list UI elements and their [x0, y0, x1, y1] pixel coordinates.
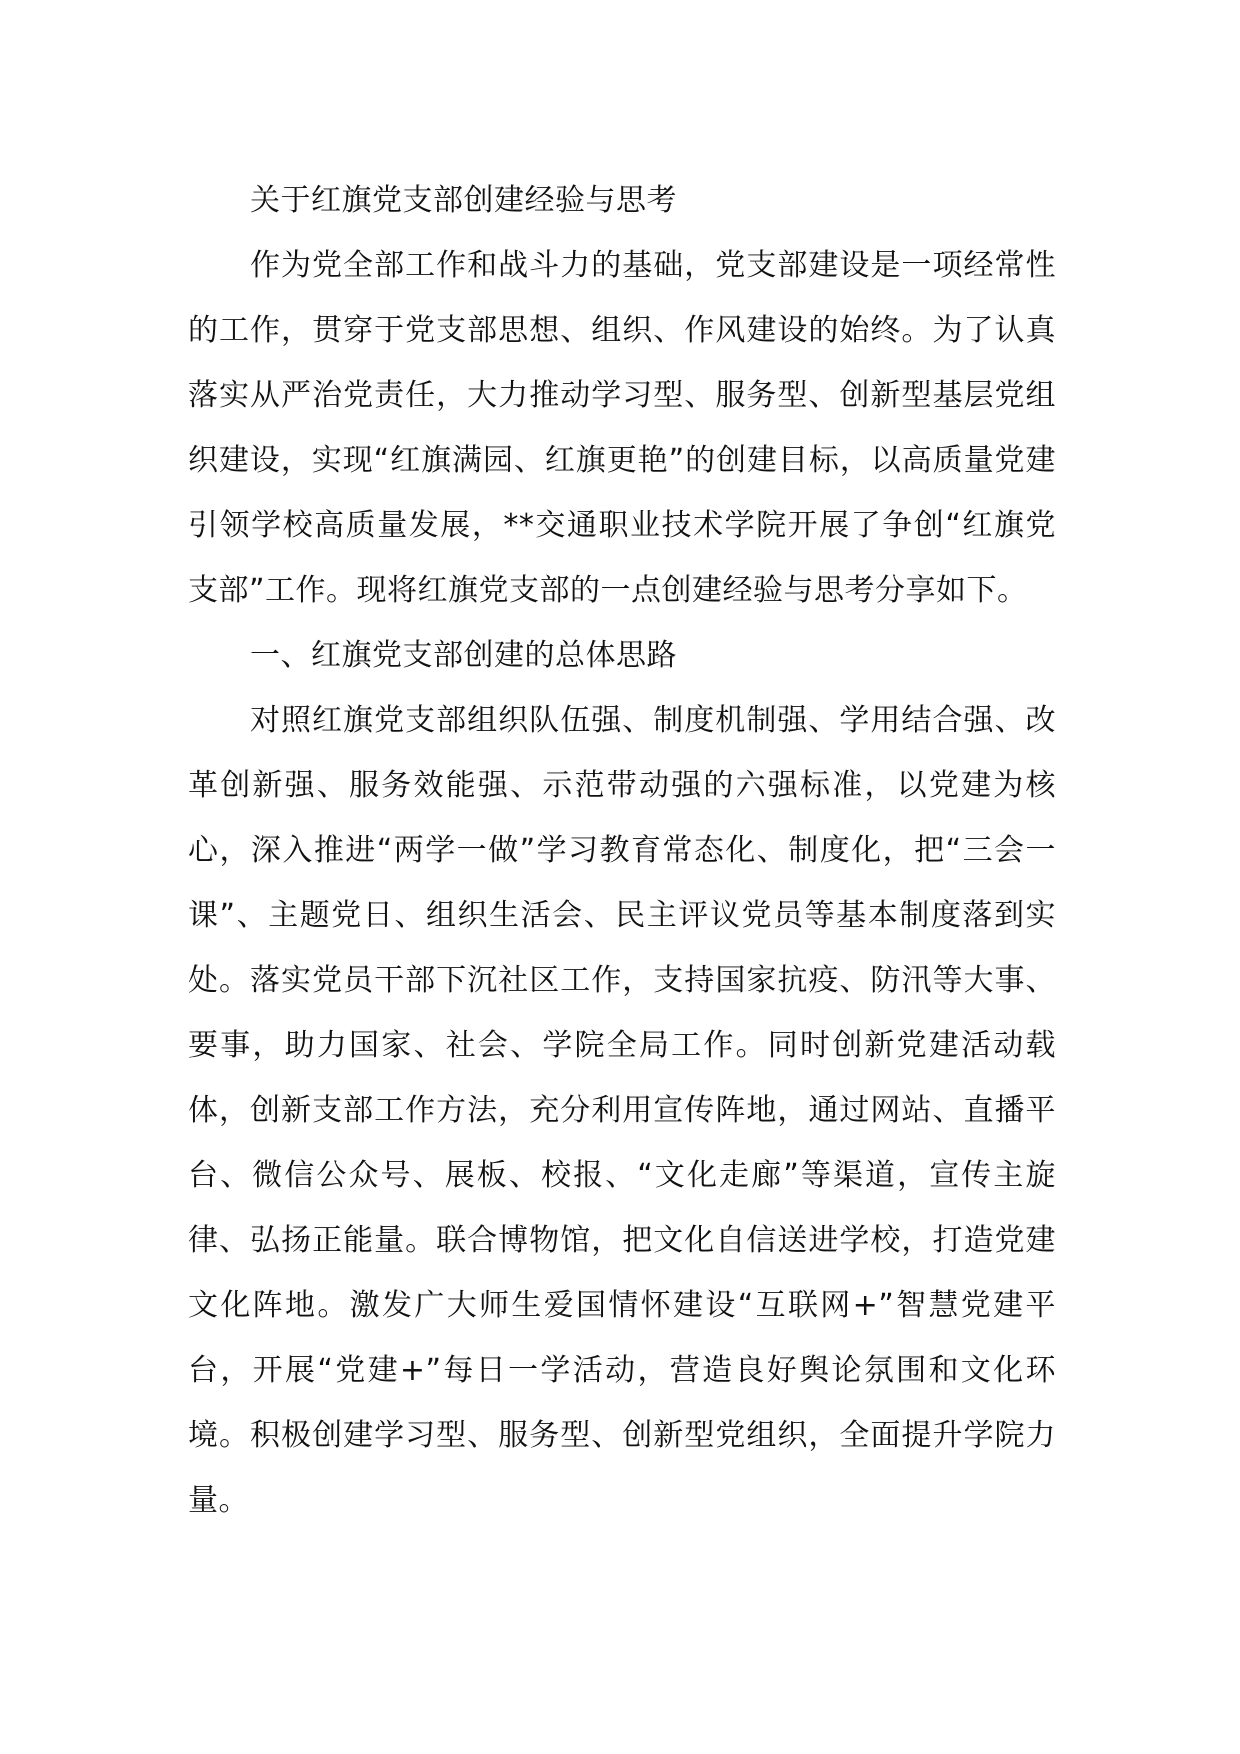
paragraph-section-1: 对照红旗党支部组织队伍强、制度机制强、学用结合强、改革创新强、服务效能强、示范带动强的六强标准，以党建为核心，深入推进“两学一做”学习教育常态化、制度化，把“三会一课”、主题党日、组织生活会、民主评议党员等基本制度落到实处。落实党员干部下沉社区工作，支持国家抗疫、防汛等大事、要事，助力国家、社会、学院全局工作。同时创新党建活动载体，创新支部工作方法，充分利用宣传阵地，通过网站、直播平台、微信公众号、展板、校报、“文化走廊”等渠道，宣传主旋律、弘扬正能量。联合博物馆，把文化自信送进学校，打造党建文化阵地。激发广大师生爱国情怀建设“互联网+”智慧党建平台，开展“党建+”每日一学活动，营造良好舆论氛围和文化环境。积极创建学习型、服务型、创新型党组织，全面提升学院力量。: [188, 703, 1056, 1518]
section-heading-1: 一、红旗党支部创建的总体思路: [250, 638, 677, 673]
paragraph-intro: 作为党全部工作和战斗力的基础，党支部建设是一项经常性的工作，贯穿于党支部思想、组织、作风建设的始终。为了认真落实从严治党责任，大力推动学习型、服务型、创新型基层党组织建设，实现“红旗满园、红旗更艳”的创建目标，以高质量党建引领学校高质量发展，**交通职业技术学院开展了争创“红旗党支部”工作。现将红旗党支部的一点创建经验与思考分享如下。: [188, 248, 1056, 608]
document-body: [188, 168, 1056, 1533]
document-title: 关于红旗党支部创建经验与思考: [250, 183, 677, 218]
